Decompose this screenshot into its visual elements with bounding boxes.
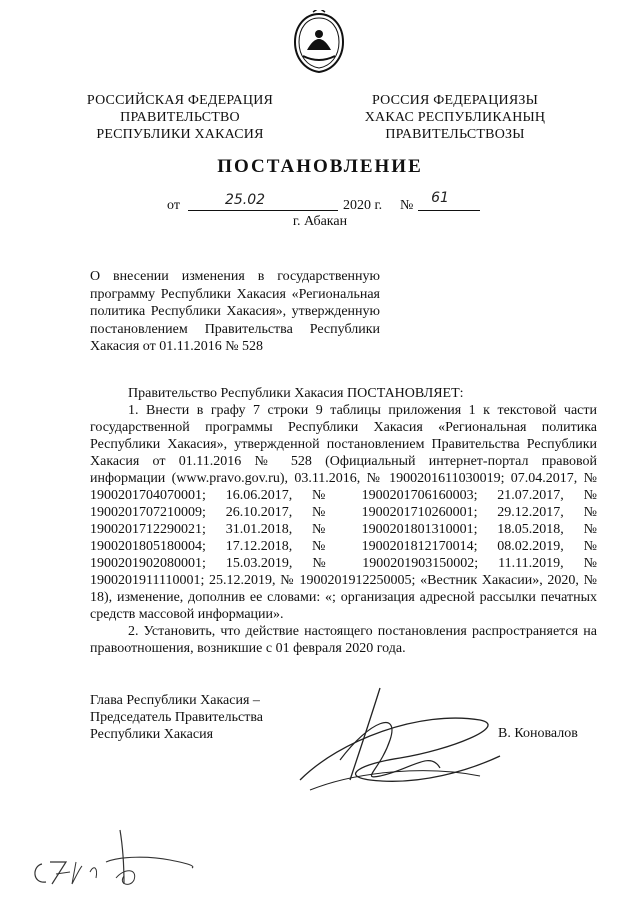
header-right-line-2: ХАКАС РЕСПУБЛИКАНЫҢ <box>364 110 546 125</box>
city-line: г. Абакан <box>292 214 348 229</box>
coat-of-arms-icon <box>291 10 347 76</box>
header-right-line-3: ПРАВИТЕЛЬСТВОЗЫ <box>385 127 525 142</box>
preamble: Правительство Республики Хакасия ПОСТАНОВЛЯЕТ: <box>128 386 464 401</box>
paragraph-2: 2. Установить, что действие настоящего постановления распространяется на правоотношения, возникшие с 01 февраля 2020 года. <box>90 624 597 656</box>
date-prefix: от <box>167 198 180 213</box>
date-number-line <box>0 190 640 216</box>
signatory-position-line-2: Председатель Правительства <box>90 710 263 725</box>
signatory-name: В. Коновалов <box>498 726 578 741</box>
handwritten-signature <box>280 680 510 800</box>
number-sign: № <box>400 198 414 213</box>
header-left-line-1: РОССИЙСКАЯ ФЕДЕРАЦИЯ <box>86 93 274 108</box>
handwritten-margin-note <box>20 822 200 892</box>
handwritten-date: 25.02 <box>224 192 266 208</box>
header-left-line-2: ПРАВИТЕЛЬСТВО <box>120 110 240 125</box>
document-title: ПОСТАНОВЛЕНИЕ <box>217 156 423 177</box>
handwritten-number: 61 <box>431 190 449 206</box>
header-right-line-1: РОССИЯ ФЕДЕРАЦИЯЗЫ <box>371 93 539 108</box>
header-left-line-3: РЕСПУБЛИКИ ХАКАСИЯ <box>96 127 264 142</box>
signatory-position-line-1: Глава Республики Хакасия – <box>90 693 260 708</box>
document-body <box>90 385 597 657</box>
header-left <box>80 92 280 143</box>
document-subject: О внесении изменения в государственную программу Республики Хакасия «Региональная политика Республики Хакасия», утвержденную постановлением Правительства Республики Хакасия от 01.11.2016 № 528 <box>90 269 380 354</box>
header-right <box>360 92 550 143</box>
signatory-position-line-3: Республики Хакасия <box>90 727 214 742</box>
paragraph-1: 1. Внести в графу 7 строки 9 таблицы приложения 1 к текстовой части государственной программы Республики Хакасия «Региональная политика Республики Хакасия», утвержденной постановлением Правительства Республики Хакасия от 01.11.2016 № 528 (Официальный интернет-портал правовой информации (www.pravo.gov.ru), 03.11.2016, № 1900201611030019; 07.04.2017, № 1900201704070001; 16.06.2017, № 1900201706160003; 21.07.2017, № 1900201707210009; 26.10.2017, № 1900201710260001; 29.12.2017, № 1900201712290021; 31.01.2018, № 1900201801310001; 18.05.2018, № 1900201805180004; 17.12.2018, № 1900201812170014; 08.02.2019, № 1900201902080001; 15.03.2019, № 1900201903150002; 11.11.2019, № 1900201911110001; 25.12.2019, № 1900201912250005; «Вестник Хакасии», 2020, № 18), изменение, дополнив ее словами: «; организация адресной рассылки печатных средств массовой информации». <box>90 403 597 622</box>
date-year: 2020 г. <box>343 198 383 213</box>
signatory-position <box>90 692 310 743</box>
